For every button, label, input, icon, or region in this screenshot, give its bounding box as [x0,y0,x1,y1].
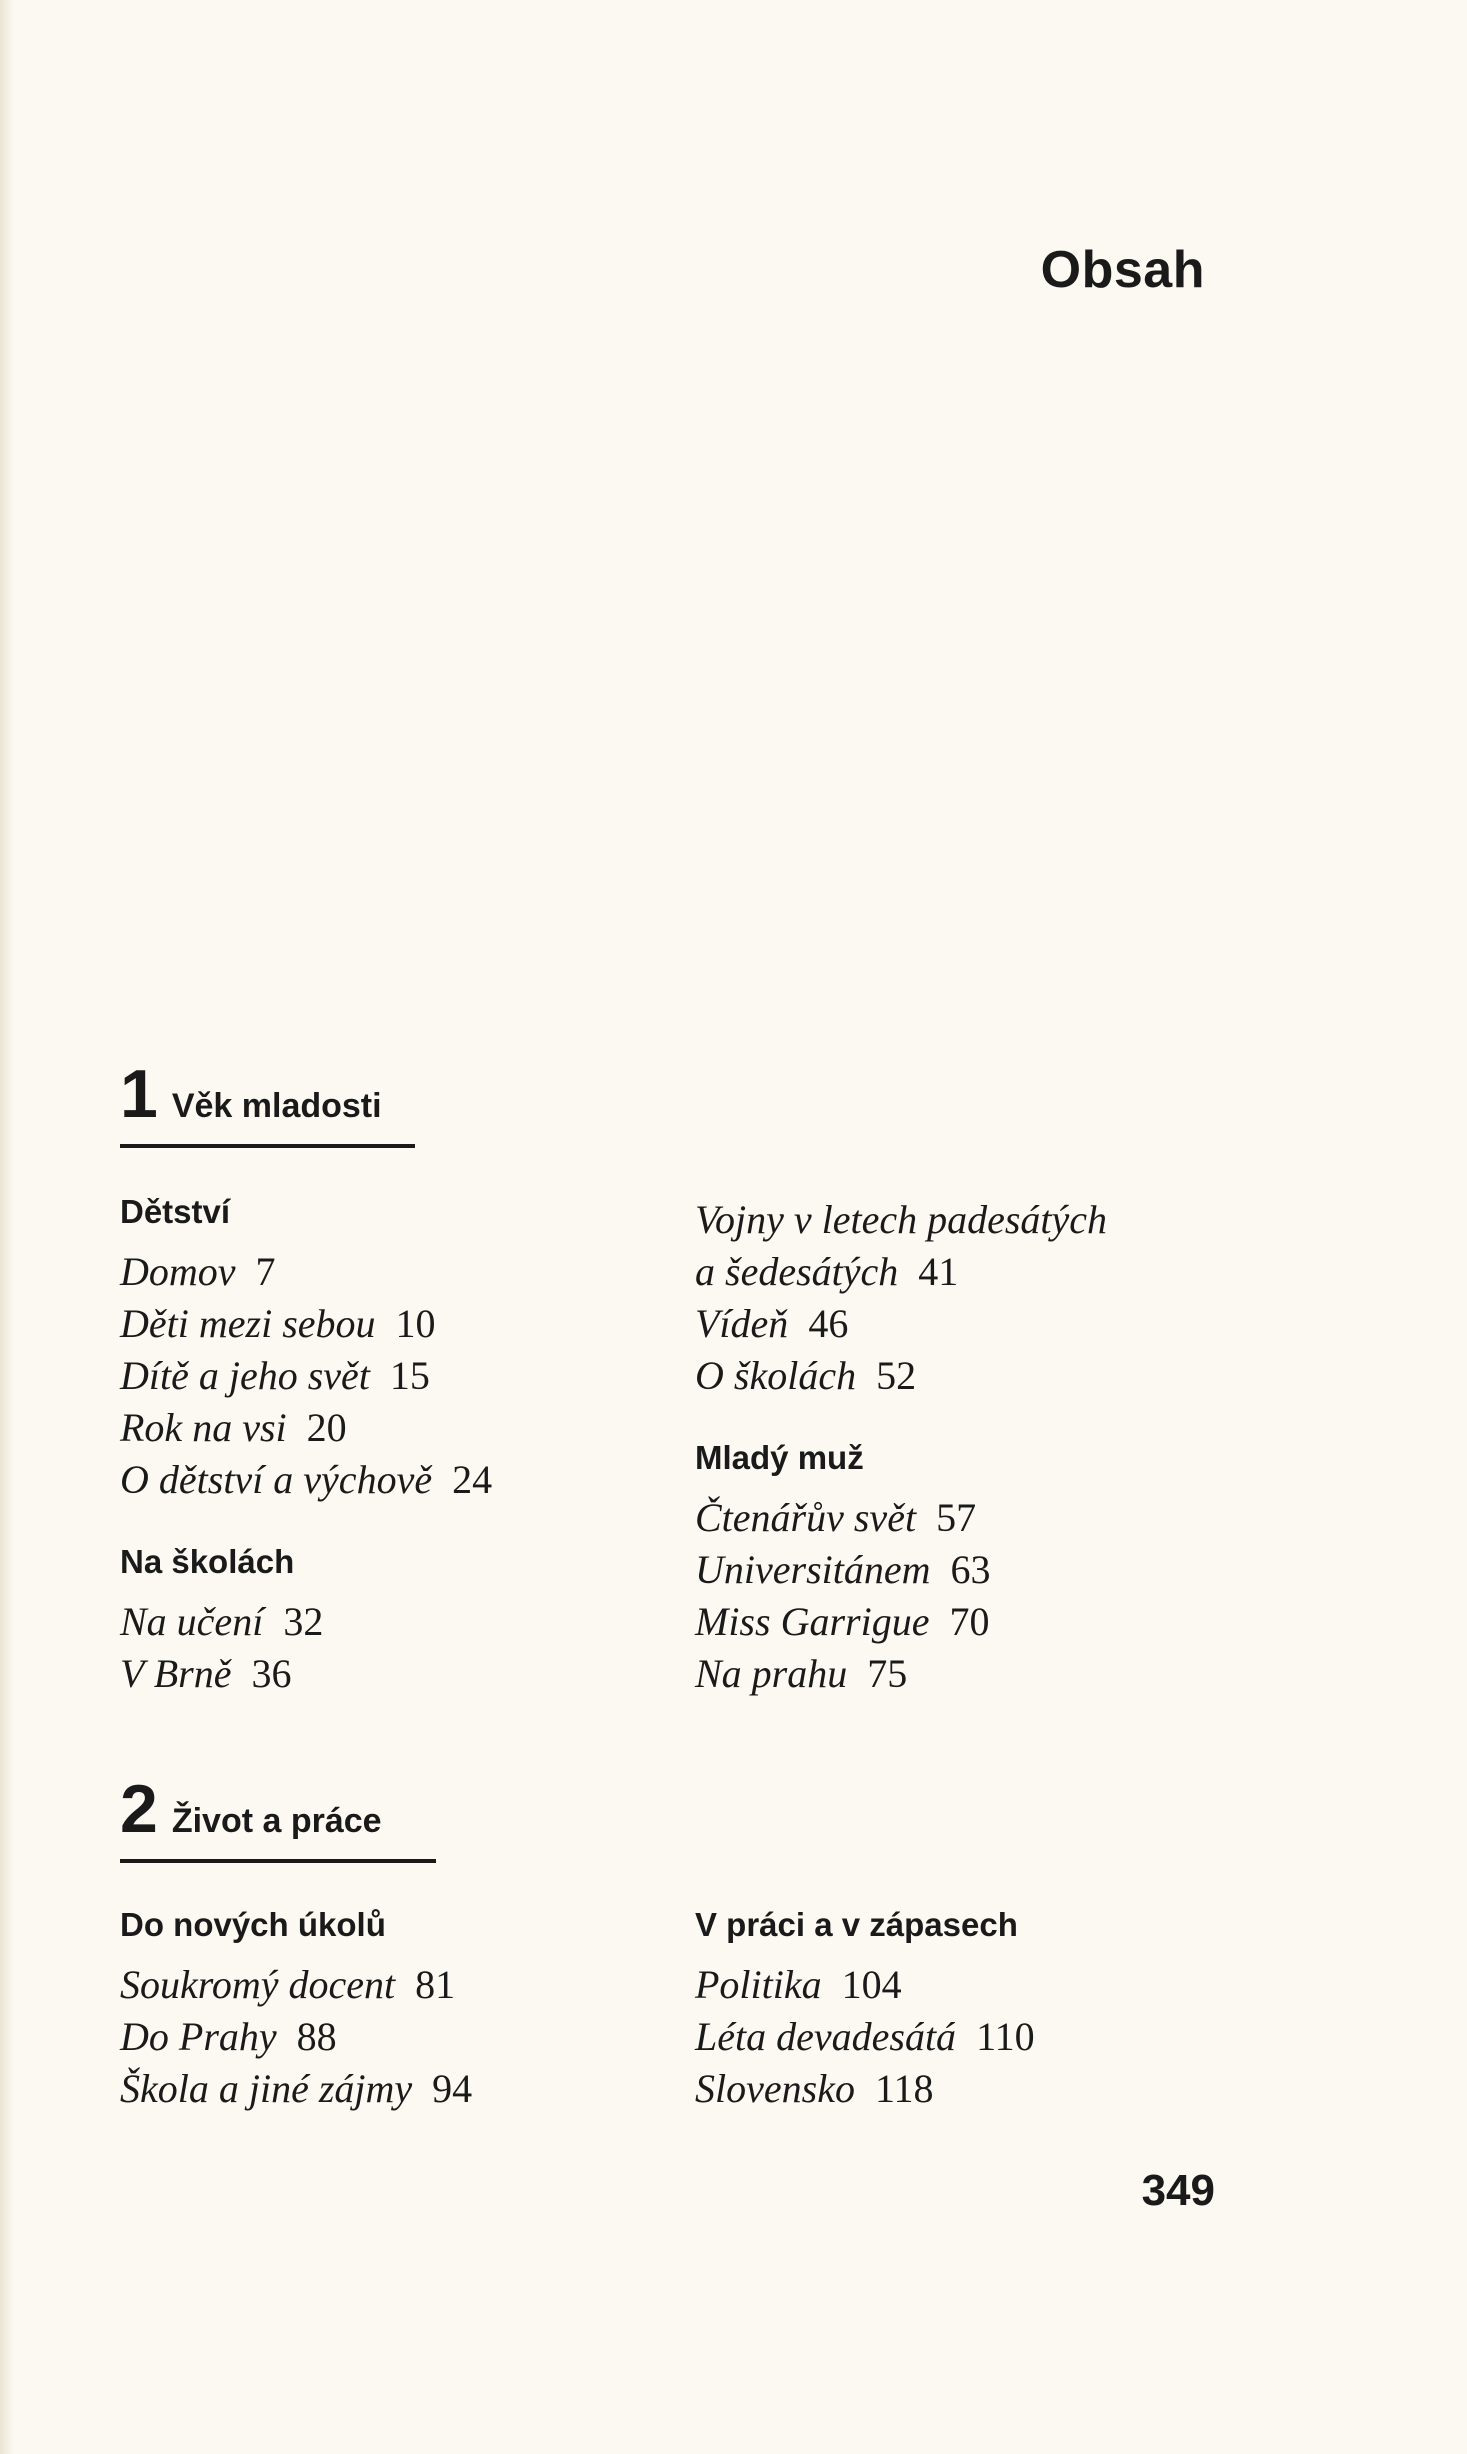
entry-page: 41 [918,1249,959,1294]
entry-page: 57 [936,1495,977,1540]
entry-title: Soukromý docent [120,1962,396,2007]
section-heading: Do nových úkolů [120,1906,386,1943]
toc-list [695,1959,1255,2115]
toc-entry[interactable] [695,1492,1255,1544]
page-number: 349 [1141,2166,1215,2215]
toc-entry[interactable] [120,2011,680,2063]
part-underline [120,1144,415,1148]
entry-title: a šedesátých [695,1249,899,1294]
part-1-right-column [695,1194,1255,1700]
toc-entry[interactable] [120,2063,680,2115]
entry-title: Vídeň [695,1301,789,1346]
entry-title: Universitánem [695,1547,931,1592]
entry-title: Vojny v letech padesátých [695,1197,1108,1242]
entry-page: 7 [255,1249,276,1294]
section-heading: Dětství [120,1193,231,1230]
entry-title: Slovensko [695,2066,855,2111]
entry-page: 63 [950,1547,991,1592]
entry-title: Rok na vsi [120,1405,287,1450]
entry-page: 110 [976,2014,1035,2059]
part-number: 2 [120,1771,158,1847]
entry-page: 94 [432,2066,473,2111]
entry-title: Škola a jiné zájmy [120,2066,413,2111]
toc-entry[interactable] [695,1648,1255,1700]
entry-title: Čtenářův svět [695,1495,917,1540]
toc-entry[interactable] [120,1454,680,1506]
section-heading: V práci a v zápasech [695,1906,1018,1943]
entry-title: Na učení [120,1599,264,1644]
toc-entry[interactable] [695,1194,1255,1246]
entry-page: 24 [452,1457,493,1502]
part-2-header [120,1771,436,1863]
entry-page: 75 [867,1651,908,1696]
page-title: Obsah [1040,241,1205,299]
entry-title: O školách [695,1353,857,1398]
part-title: Život a práce [171,1802,382,1840]
entry-page: 46 [808,1301,849,1346]
entry-page: 70 [949,1599,990,1644]
entry-title: Léta devadesátá [695,2014,957,2059]
toc-entry[interactable] [695,1246,1255,1298]
toc-entry[interactable] [695,1959,1255,2011]
part-underline [120,1859,436,1863]
toc-entry[interactable] [120,1246,680,1298]
entry-title: Domov [120,1249,236,1294]
toc-list [120,1246,680,1506]
entry-title: O dětství a výchově [120,1457,433,1502]
toc-entry[interactable] [695,1544,1255,1596]
toc-entry[interactable] [695,1596,1255,1648]
part-1-header [120,1056,415,1148]
toc-list [120,1959,680,2115]
entry-title: V Brně [120,1651,232,1696]
entry-page: 20 [306,1405,347,1450]
entry-page: 32 [283,1599,324,1644]
part-1-left-column [120,1186,680,1700]
toc-entry[interactable] [695,1298,1255,1350]
toc-entry[interactable] [695,2063,1255,2115]
toc-list [695,1492,1255,1700]
entry-page: 36 [251,1651,292,1696]
entry-page: 15 [389,1353,430,1398]
entry-title: Děti mezi sebou [120,1301,376,1346]
toc-entry[interactable] [120,1402,680,1454]
entry-page: 118 [874,2066,934,2111]
part-2-right-column [695,1899,1255,2115]
toc-entry[interactable] [695,2011,1255,2063]
toc-entry[interactable] [120,1648,680,1700]
toc-entry[interactable] [695,1350,1255,1402]
section-heading: Mladý muž [695,1439,864,1476]
part-number: 1 [120,1056,158,1132]
page-edge-shadow [0,0,14,2454]
toc-list [120,1596,680,1700]
entry-title: Dítě a jeho svět [120,1353,370,1398]
toc-entry[interactable] [120,1350,680,1402]
section-heading: Na školách [120,1543,295,1580]
entry-title: Politika [695,1962,822,2007]
part-2-left-column [120,1899,680,2115]
toc-entry[interactable] [120,1298,680,1350]
entry-title: Do Prahy [120,2014,277,2059]
entry-page: 81 [415,1962,456,2007]
entry-page: 52 [876,1353,917,1398]
part-title: Věk mladosti [171,1087,382,1125]
entry-page: 104 [841,1962,902,2007]
toc-entry[interactable] [120,1959,680,2011]
toc-entry[interactable] [120,1596,680,1648]
entry-page: 10 [395,1301,436,1346]
entry-title: Miss Garrigue [695,1599,930,1644]
entry-title: Na prahu [695,1651,848,1696]
entry-page: 88 [296,2014,337,2059]
toc-list [695,1194,1255,1402]
